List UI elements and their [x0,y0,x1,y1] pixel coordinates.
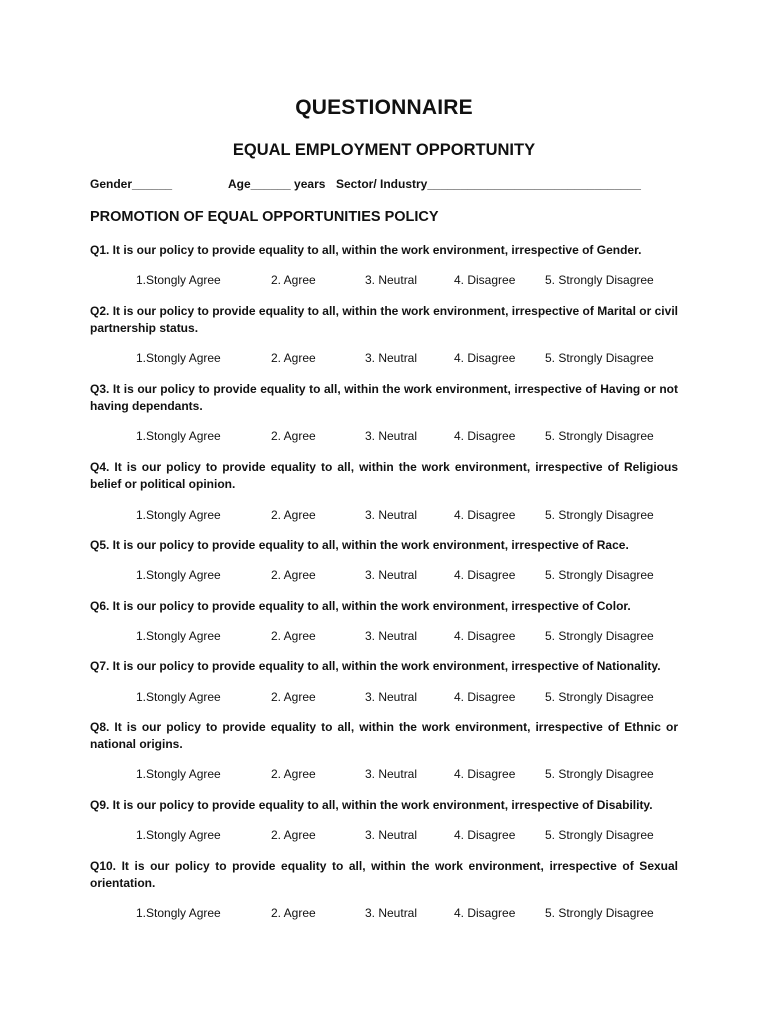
question-4: Q4. It is our policy to provide equality to all, within the work environment, irrespective of Religious belief or political opinion. [90,460,678,491]
option-agree: 2. Agree [271,429,316,443]
option-disagree: 4. Disagree [454,429,516,443]
answer-options-6 [0,629,768,645]
option-neutral: 3. Neutral [365,273,418,287]
option-agree: 2. Agree [271,828,316,842]
option-disagree: 4. Disagree [454,508,516,522]
option-strongly-disagree: 5. Strongly Disagree [545,273,654,287]
option-strongly-agree: 1.Stongly Agree [136,508,221,522]
option-agree: 2. Agree [271,568,316,582]
option-disagree: 4. Disagree [454,351,516,365]
option-agree: 2. Agree [271,767,316,781]
page-title: QUESTIONNAIRE [295,96,473,119]
option-disagree: 4. Disagree [454,690,516,704]
option-strongly-disagree: 5. Strongly Disagree [545,906,654,920]
option-neutral: 3. Neutral [365,828,418,842]
option-disagree: 4. Disagree [454,568,516,582]
question-10: Q10. It is our policy to provide equality to all, within the work environment, irrespective of Sexual orientation. [90,859,678,890]
option-strongly-disagree: 5. Strongly Disagree [545,351,654,365]
question-3: Q3. It is our policy to provide equality to all, within the work environment, irrespective of Having or not having dependants. [90,382,678,413]
gender-field: Gender______ [90,177,173,191]
option-disagree: 4. Disagree [454,273,516,287]
option-strongly-agree: 1.Stongly Agree [136,351,221,365]
question-2: Q2. It is our policy to provide equality to all, within the work environment, irrespective of Marital or civil partnership status. [90,304,678,335]
answer-options-4 [0,508,768,524]
answer-options-10 [0,906,768,922]
option-disagree: 4. Disagree [454,767,516,781]
option-neutral: 3. Neutral [365,568,418,582]
option-agree: 2. Agree [271,690,316,704]
option-neutral: 3. Neutral [365,429,418,443]
page-subtitle: EQUAL EMPLOYMENT OPPORTUNITY [232,141,536,159]
option-strongly-agree: 1.Stongly Agree [136,273,221,287]
option-disagree: 4. Disagree [454,828,516,842]
option-neutral: 3. Neutral [365,351,418,365]
answer-options-2 [0,351,768,367]
option-strongly-agree: 1.Stongly Agree [136,568,221,582]
option-strongly-agree: 1.Stongly Agree [136,629,221,643]
option-strongly-agree: 1.Stongly Agree [136,690,221,704]
option-strongly-agree: 1.Stongly Agree [136,767,221,781]
age-field: Age______ years [228,177,326,191]
question-5: Q5. It is our policy to provide equality to all, within the work environment, irrespective of Race. [90,538,629,552]
option-disagree: 4. Disagree [454,629,516,643]
answer-options-5 [0,568,768,584]
option-disagree: 4. Disagree [454,906,516,920]
option-neutral: 3. Neutral [365,629,418,643]
question-7: Q7. It is our policy to provide equality to all, within the work environment, irrespective of Nationality. [90,659,661,673]
answer-options-8 [0,767,768,783]
question-6: Q6. It is our policy to provide equality to all, within the work environment, irrespective of Color. [90,599,631,613]
question-8: Q8. It is our policy to provide equality to all, within the work environment, irrespective of Ethnic or national origins. [90,720,678,751]
answer-options-7 [0,690,768,706]
option-strongly-disagree: 5. Strongly Disagree [545,629,654,643]
option-strongly-disagree: 5. Strongly Disagree [545,767,654,781]
option-neutral: 3. Neutral [365,508,418,522]
option-strongly-disagree: 5. Strongly Disagree [545,429,654,443]
option-neutral: 3. Neutral [365,767,418,781]
option-strongly-disagree: 5. Strongly Disagree [545,508,654,522]
option-agree: 2. Agree [271,273,316,287]
option-strongly-agree: 1.Stongly Agree [136,828,221,842]
answer-options-3 [0,429,768,445]
option-strongly-agree: 1.Stongly Agree [136,429,221,443]
option-agree: 2. Agree [271,508,316,522]
sector-field: Sector/ Industry________________________________ [336,177,641,191]
answer-options-9 [0,828,768,844]
option-strongly-agree: 1.Stongly Agree [136,906,221,920]
option-strongly-disagree: 5. Strongly Disagree [545,690,654,704]
option-strongly-disagree: 5. Strongly Disagree [545,568,654,582]
option-agree: 2. Agree [271,629,316,643]
option-strongly-disagree: 5. Strongly Disagree [545,828,654,842]
option-agree: 2. Agree [271,351,316,365]
section-heading: PROMOTION OF EQUAL OPPORTUNITIES POLICY [90,209,439,225]
answer-options-1 [0,273,768,289]
option-neutral: 3. Neutral [365,906,418,920]
question-9: Q9. It is our policy to provide equality to all, within the work environment, irrespective of Disability. [90,798,653,812]
question-1: Q1. It is our policy to provide equality to all, within the work environment, irrespective of Gender. [90,243,642,257]
option-agree: 2. Agree [271,906,316,920]
option-neutral: 3. Neutral [365,690,418,704]
